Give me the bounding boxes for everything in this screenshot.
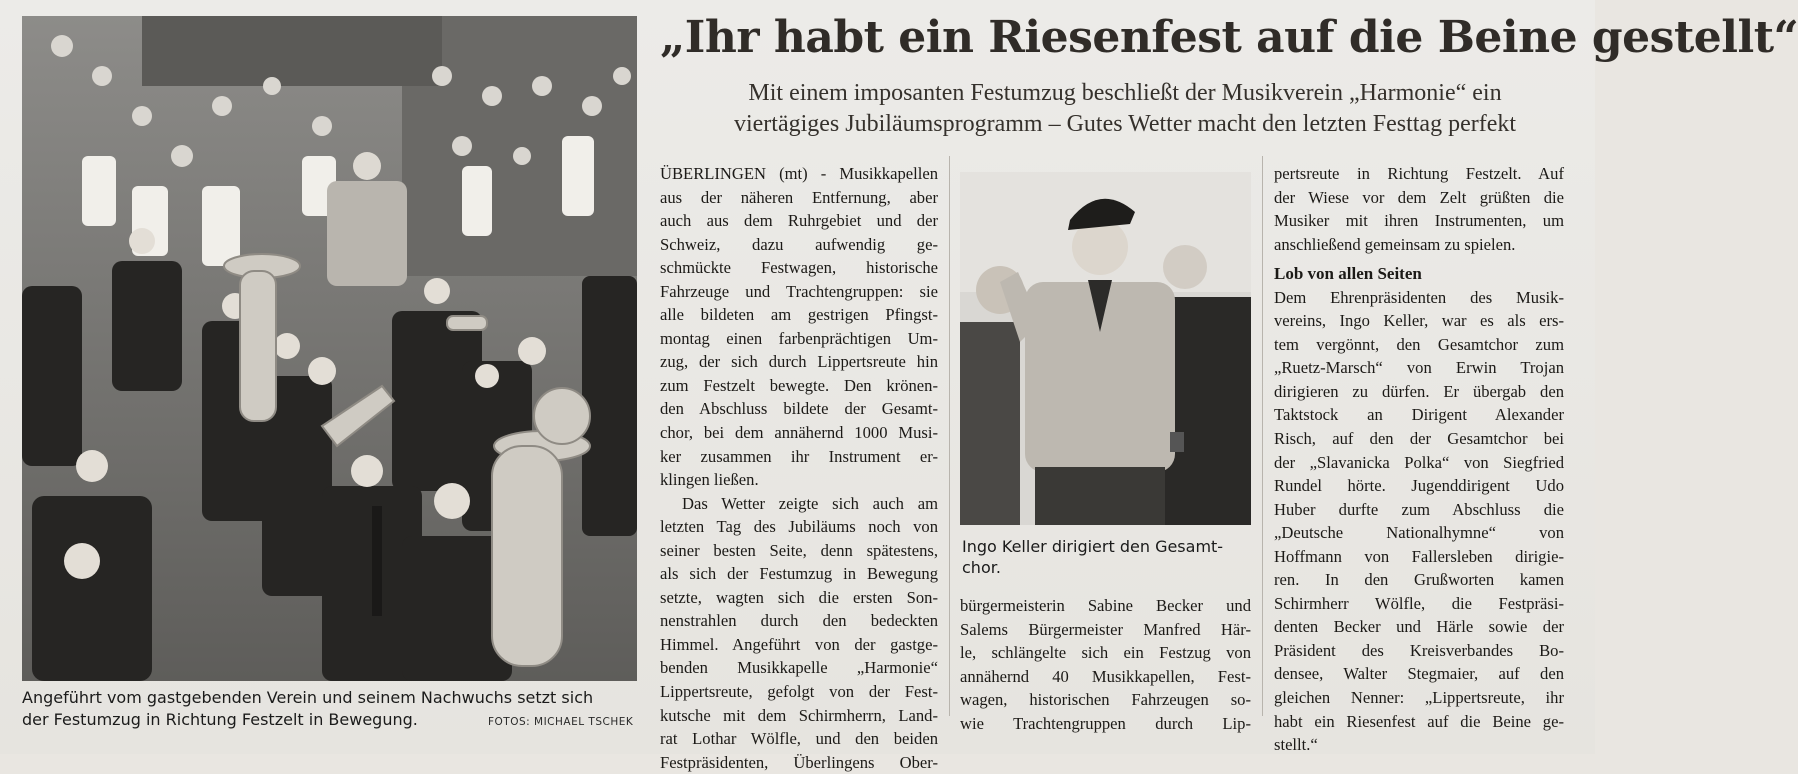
conductor-photo-caption [962, 536, 1252, 578]
text-line: tem vergönnt, den Gesamtchor zum [1274, 334, 1564, 354]
text-line: kutsche mit dem Schirmherrn, Land- [660, 705, 938, 725]
text-line: letzten Tag des Jubiläums noch von [660, 517, 938, 537]
text-line: aus der näheren Entfernung, aber [660, 187, 938, 207]
text-line: Taktstock an Dirigent Alexander [1274, 405, 1564, 425]
caption-line: chor. [962, 558, 1001, 577]
subheadline [660, 78, 1590, 140]
text-line: habt ein Riesenfest auf die Beine ge- [1274, 711, 1564, 731]
text-line: gleichen Nenner: „Lippertsreute, ihr [1274, 688, 1564, 708]
article-column-1 [660, 162, 938, 774]
text-line: „Ruetz-Marsch“ von Erwin Trojan [1274, 358, 1564, 378]
text-line: wie Trachtengruppen durch Lip- [960, 713, 1251, 733]
conductor-photo-image [960, 172, 1251, 525]
text-line: densee, Walter Stegmaier, auf den [1274, 664, 1564, 684]
text-line: nenstrahlen durch den bedeckten [660, 611, 938, 631]
column-rule [1262, 156, 1263, 716]
text-line: ÜBERLINGEN (mt) - Musikkapellen [660, 164, 938, 183]
text-line: benden Musikkapelle „Harmonie“ [660, 658, 938, 678]
caption-line: Ingo Keller dirigiert den Gesamt- [962, 537, 1224, 556]
text-line: den Abschluss bildete der Gesamt- [660, 399, 938, 419]
caption-line: der Festumzug in Richtung Festzelt in Bewegung. [22, 710, 418, 729]
text-line: setzte, wagten sich die ersten Son- [660, 587, 938, 607]
caption-line: Angeführt vom gastgebenden Verein und seinem Nachwuchs setzt sich [22, 688, 594, 707]
subheadline-line: Mit einem imposanten Festumzug beschließt der Musikverein „Harmonie“ ein [748, 80, 1502, 106]
text-line: Dem Ehrenpräsidenten des Musik- [1274, 287, 1564, 307]
text-line: als sich der Festumzug in Bewegung [660, 564, 938, 584]
parade-photo [22, 16, 637, 681]
text-line: der „Slavanicka Polka“ von Siegfried [1274, 452, 1564, 472]
article-column-2 [960, 594, 1251, 735]
column-rule [949, 156, 950, 716]
text-line: Rundel hörte. Jugenddirigent Udo [1274, 476, 1564, 496]
conductor-photo [960, 172, 1251, 525]
text-line: stellt.“ [1274, 735, 1318, 755]
text-line: vereins, Ingo Keller, war es als ers- [1274, 311, 1564, 331]
text-line: Himmel. Angeführt von der gastge- [660, 634, 938, 654]
text-line: Schweiz, dazu aufwendig ge- [660, 234, 938, 254]
text-line: auch aus dem Ruhrgebiet und der [660, 211, 938, 231]
text-line: bürgermeisterin Sabine Becker und [960, 596, 1251, 615]
text-line: Hoffmann von Fallersleben dirigie- [1274, 546, 1564, 566]
text-line: Fahrzeuge und Trachtengruppen: sie [660, 281, 938, 301]
text-line: Salems Bürgermeister Manfred Här- [960, 619, 1251, 639]
text-line: seiner besten Seite, denn spätestens, [660, 540, 938, 560]
text-line: chor, bei dem annähernd 1000 Musi- [660, 423, 938, 443]
text-line: zug, der sich durch Lippertsreute hin [660, 352, 938, 372]
text-line: ren. In den Grußworten kamen [1274, 570, 1564, 590]
text-line: alle bildeten am gestrigen Pfingst- [660, 305, 938, 325]
text-line: Lippertsreute, gefolgt von der Fest- [660, 682, 938, 702]
text-line: zum Festzelt bewegte. Den krönen- [660, 375, 938, 395]
text-line: wagen, historischen Fahrzeugen so- [960, 690, 1251, 710]
article-column-3 [1274, 162, 1564, 757]
subheadline-line: viertägiges Jubiläumsprogramm – Gutes Wetter macht den letzten Festtag perfekt [733, 111, 1517, 137]
text-line: Risch, auf den der Gesamtchor bei [1274, 429, 1564, 449]
section-subheading: Lob von allen Seiten [1274, 264, 1422, 284]
text-line: „Deutsche Nationalhymne“ von [1274, 523, 1564, 543]
text-line: Huber durfte zum Abschluss die [1274, 499, 1564, 519]
text-line: klingen ließen. [660, 470, 759, 490]
text-line: Festpräsidenten, Überlingens Ober- [660, 752, 938, 772]
text-line: der Wiese vor dem Zelt grüßten die [1274, 187, 1564, 207]
text-line: Musiker mit ihren Instrumenten, um [1274, 211, 1564, 231]
text-line: dirigieren zu dürfen. Er übergab den [1274, 381, 1564, 401]
text-line: anschließend gemeinsam zu spielen. [1274, 234, 1516, 254]
text-line: Schirmherr Wölfle, die Festpräsi- [1274, 593, 1564, 613]
text-line: ker zusammen ihr Instrument er- [660, 446, 938, 466]
text-line: montag einen farbenprächtigen Um- [660, 328, 938, 348]
text-line: rat Lothar Wölfle, und den beiden [660, 729, 938, 749]
text-line: Präsident des Kreisverbandes Bo- [1274, 640, 1564, 660]
text-line: le, schlängelte sich ein Festzug von [960, 643, 1251, 663]
text-line: denten Becker und Härle sowie der [1274, 617, 1564, 637]
photo-credit: FOTOS: MICHAEL TSCHEK [488, 716, 634, 728]
text-line: annähernd 40 Musikkapellen, Fest- [960, 666, 1251, 686]
text-line: schmückte Festwagen, historische [660, 258, 938, 278]
text-line: Das Wetter zeigte sich auch am [682, 493, 938, 513]
headline: „Ihr habt ein Riesenfest auf die Beine gestellt“ [660, 12, 1798, 63]
parade-photo-image [22, 16, 637, 681]
text-line: pertsreute in Richtung Festzelt. Auf [1274, 164, 1564, 183]
